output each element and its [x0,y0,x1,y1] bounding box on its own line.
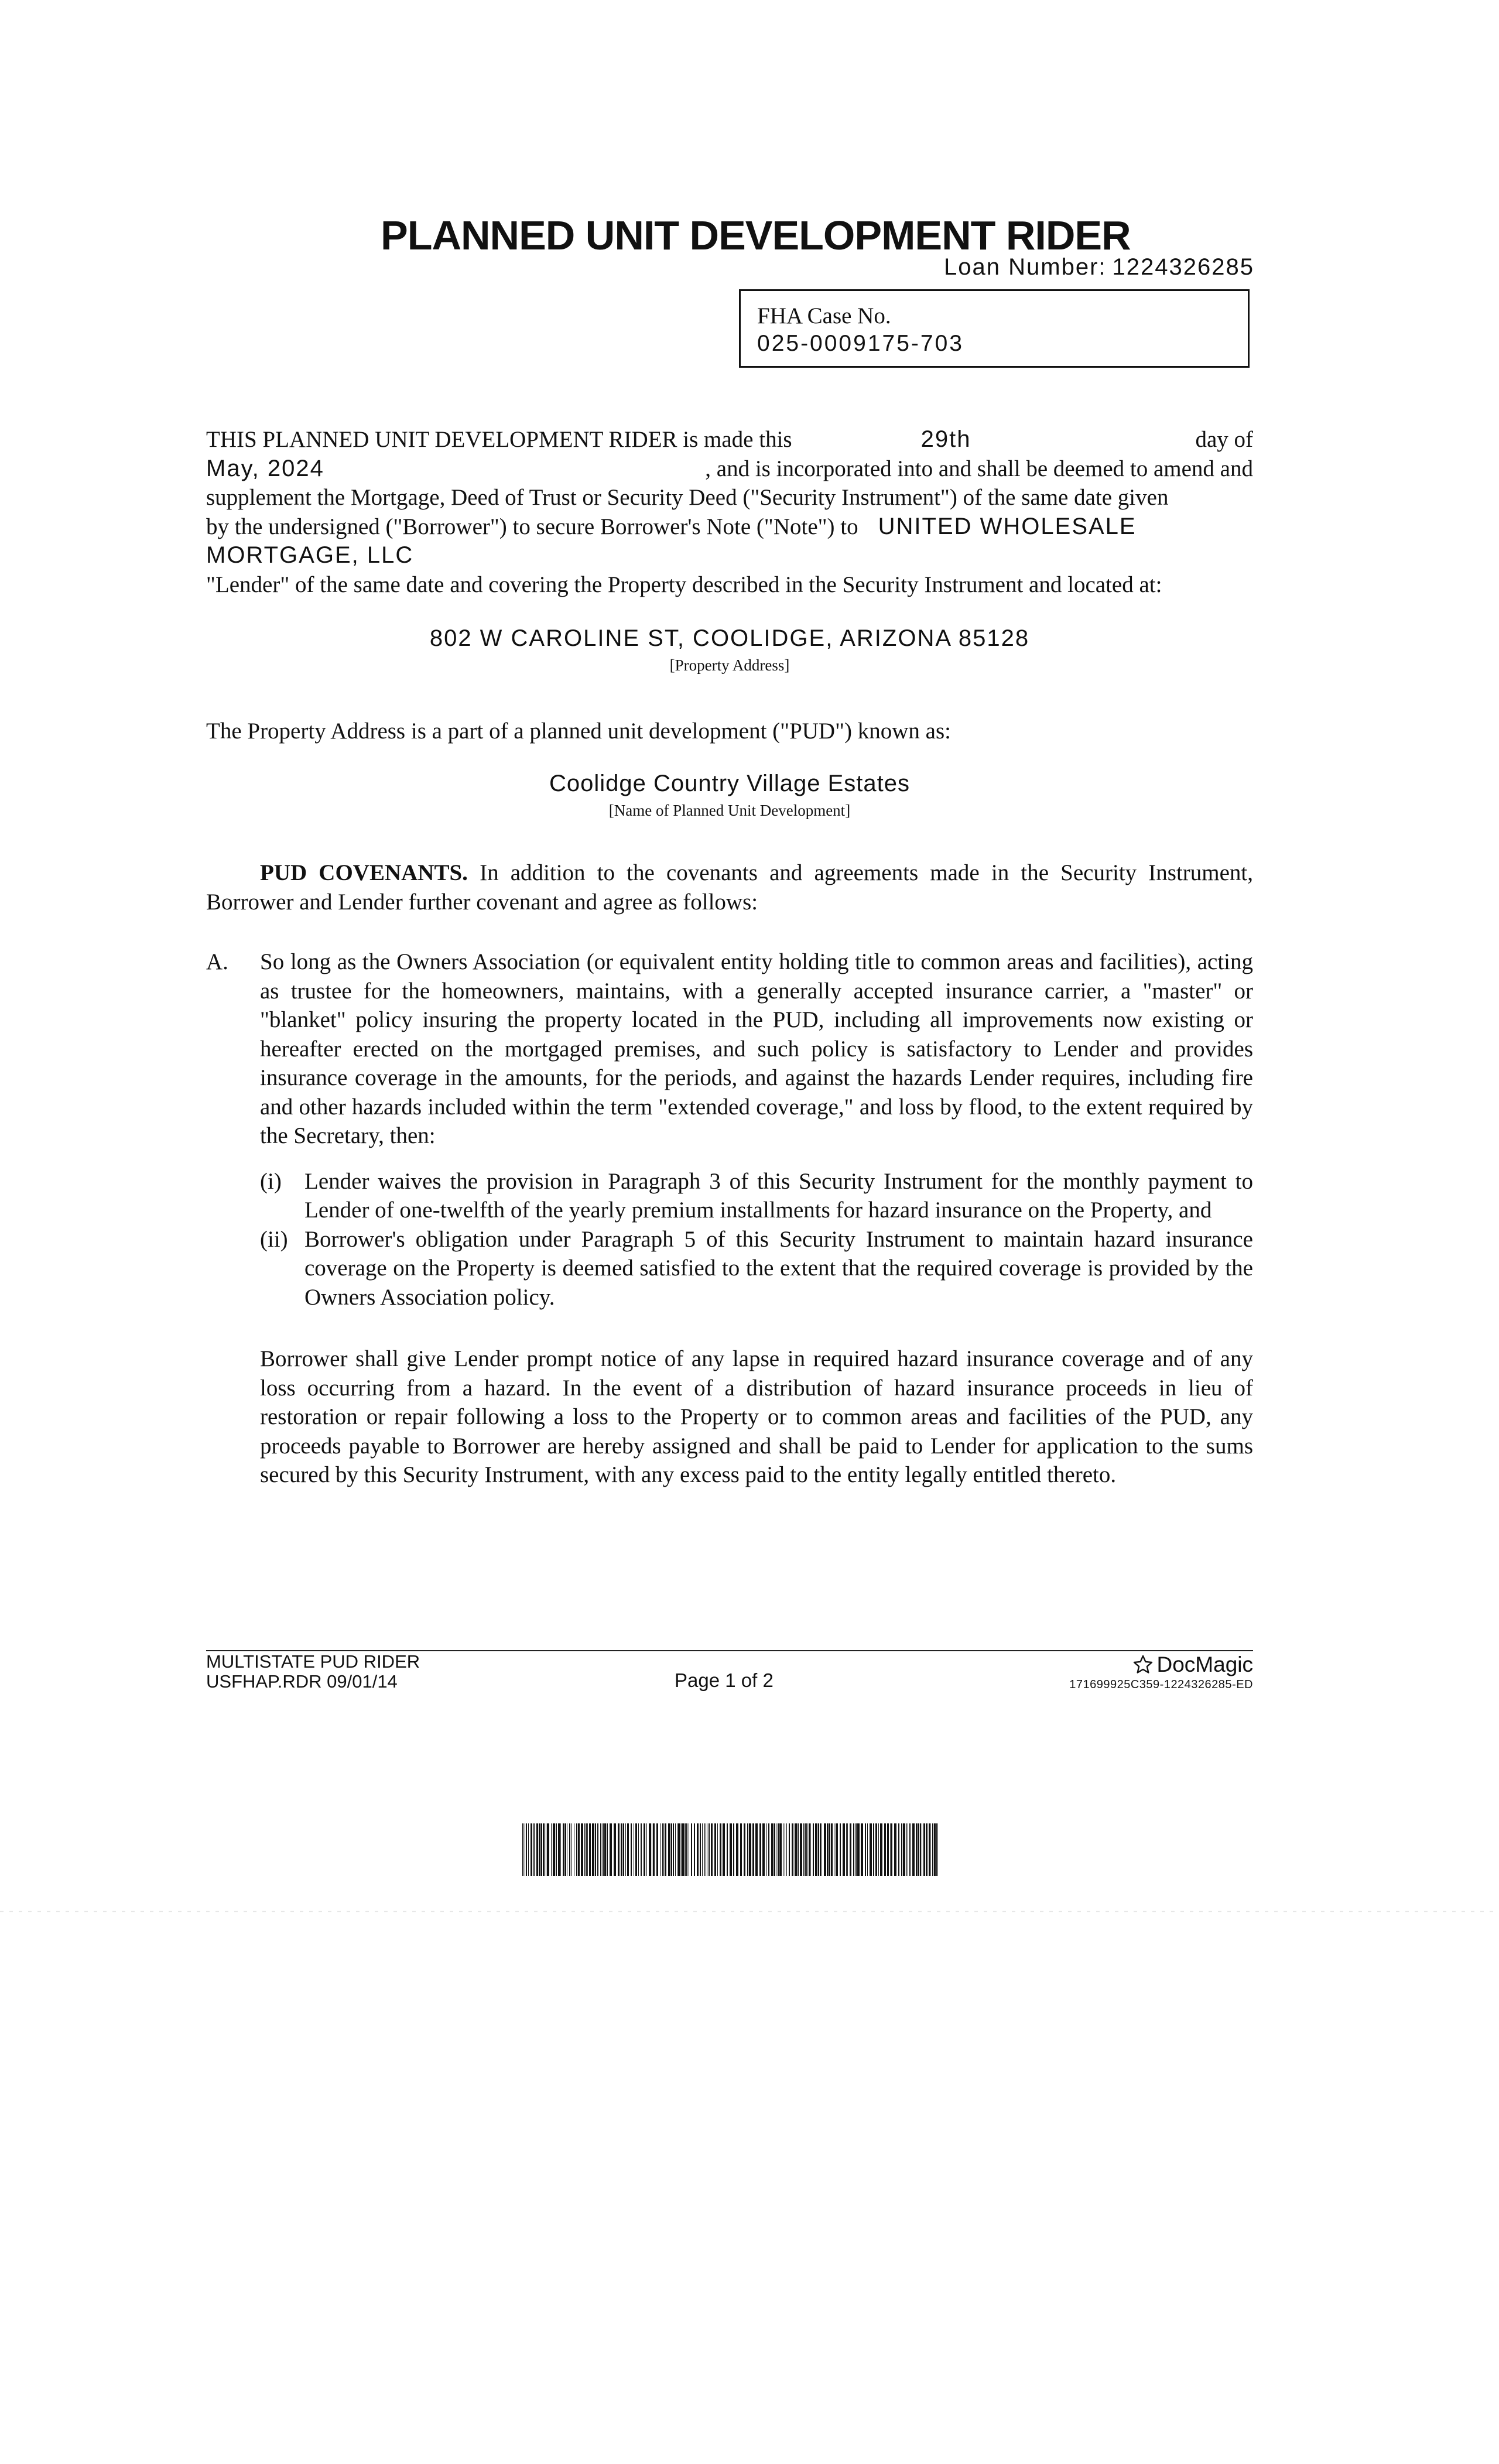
sub-item-i-marker: (i) [260,1168,282,1194]
barcode-bar [697,1823,699,1876]
barcode-bar [759,1823,761,1876]
barcode-bar [604,1823,606,1876]
barcode-bar [711,1823,713,1876]
barcode-bar [803,1823,804,1876]
barcode-bar [727,1823,728,1876]
covenants-intro-paragraph [206,858,1253,916]
barcode-bar [671,1823,672,1876]
fha-case-box [739,289,1250,368]
barcode-bar [836,1823,838,1876]
barcode-bar [815,1823,817,1876]
intro-line-4-text: by the undersigned ("Borrower") to secure Borrower's Note ("Note") to [206,514,858,539]
barcode-bar [665,1823,666,1876]
loan-number-label: Loan Number: [944,254,1107,280]
barcode-bar [584,1823,585,1876]
barcode-bar [646,1823,647,1876]
barcode-bar [798,1823,799,1876]
barcode-bar [824,1823,826,1876]
barcode-bar [884,1823,886,1876]
covenants-intro: In addition to the covenants and agreements made in the Security Instrument, Borrower and Lender further covenant and agree as follows: [206,860,1253,915]
barcode-bar [581,1823,583,1876]
barcode-bar [694,1823,695,1876]
lender-name-part-1: UNITED WHOLESALE [878,513,1137,539]
barcode-bar [595,1823,596,1876]
sub-item-ii-text: Borrower's obligation under Paragraph 5 of this Security Instrument to maintain hazard insurance coverage on the Property is deemed satisfied to the extent that the required coverage is provided by the Owners Association policy. [304,1226,1253,1310]
barcode-bar [702,1823,703,1876]
barcode-bar [800,1823,802,1876]
item-a-text: So long as the Owners Association (or equivalent entity holding title to common areas and facilities), acting as trustee for the homeowners, maintains, with a generally accepted insurance carrier, a "master" or "blanket" policy insuring the property located in the PUD, including all improvements now existing or hereafter erected on the mortgaged premises, and such policy is satisfactory to Lender and provides insurance coverage in the amounts, for the periods, and against the hazards Lender requires, including fire and other hazards included within the term "extended coverage," and loss by flood, to the extent required by the Secretary, then: [260,949,1253,1148]
rider-month-year: May, 2024 [206,455,324,481]
barcode-bar [867,1823,868,1876]
barcode-bar [564,1823,566,1876]
barcode-bar [809,1823,810,1876]
footer-brand-block [1069,1652,1253,1692]
barcode-bar [714,1823,716,1876]
barcode-bar [937,1823,938,1876]
barcode-bar [755,1823,758,1876]
barcode-bar [723,1823,725,1876]
loan-number-line [944,254,1254,280]
barcode-bar [709,1823,710,1876]
barcode-bar [623,1823,624,1876]
covenant-item-a [206,947,1253,1490]
barcode-bar [673,1823,674,1876]
sub-item-ii-marker: (ii) [260,1226,288,1252]
barcode-bar [578,1823,580,1876]
barcode-bar [778,1823,779,1876]
barcode-bar [589,1823,591,1876]
barcode-bar [853,1823,854,1876]
barcode-bar [936,1823,937,1876]
barcode-bar [855,1823,857,1876]
barcode-bar [627,1823,629,1876]
barcode-bar [880,1823,882,1876]
barcode-bar [870,1823,872,1876]
barcode-bar [916,1823,918,1876]
barcode-bar [644,1823,645,1876]
intro-paragraph [206,425,1253,599]
barcode-bar [649,1823,651,1876]
barcode-bar [918,1823,919,1876]
covenants-heading: PUD COVENANTS. [260,860,468,885]
loan-number-value: 1224326285 [1112,254,1254,280]
barcode-bar [795,1823,797,1876]
barcode-bar [531,1823,532,1876]
barcode-bar [850,1823,851,1876]
barcode-bar [906,1823,907,1876]
pud-name: Coolidge Country Village Estates [549,771,911,796]
document-barcode [522,1823,938,1876]
barcode-bar [789,1823,790,1876]
barcode-bar [810,1823,811,1876]
property-address-block [206,625,1253,675]
barcode-bar [766,1823,767,1876]
sub-item-i-text: Lender waives the provision in Paragraph 3 of this Security Instrument for the monthly payment to Lender of one-twelfth of the yearly premium installments for hazard insurance on the Property, and [304,1168,1253,1223]
barcode-bar [704,1823,705,1876]
barcode-bar [774,1823,775,1876]
barcode-bar [909,1823,911,1876]
scan-artifact-line [0,1911,1499,1912]
barcode-bar [887,1823,889,1876]
property-address-caption: [Property Address] [669,656,790,674]
intro-line-3: supplement the Mortgage, Deed of Trust or Security Deed ("Security Instrument") of the same date given [206,485,1169,510]
barcode-bar [736,1823,738,1876]
barcode-bar [600,1823,601,1876]
barcode-bar [749,1823,751,1876]
barcode-bar [635,1823,637,1876]
footer-form-code: USFHAP.RDR 09/01/14 [206,1671,398,1692]
fha-case-number: 025-0009175-703 [757,331,964,356]
barcode-bar [752,1823,754,1876]
barcode-bar [522,1823,523,1876]
barcode-bar [610,1823,612,1876]
barcode-bar [691,1823,692,1876]
barcode-bar [912,1823,915,1876]
intro-line-1-text: THIS PLANNED UNIT DEVELOPMENT RIDER is made this [206,427,792,452]
barcode-bar [526,1823,527,1876]
docmagic-brand [1069,1652,1253,1677]
barcode-bar [682,1823,684,1876]
sub-item-i [260,1167,1253,1225]
barcode-bar [930,1823,931,1876]
barcode-bar [592,1823,594,1876]
barcode-bar [528,1823,529,1876]
barcode-bar [663,1823,664,1876]
star-icon [1132,1654,1154,1675]
barcode-bar [618,1823,620,1876]
pud-intro: The Property Address is a part of a planned unit development ("PUD") known as: [206,718,951,744]
barcode-bar [923,1823,925,1876]
barcode-bar [717,1823,718,1876]
barcode-bar [656,1823,658,1876]
barcode-bar [875,1823,877,1876]
barcode-bar [681,1823,682,1876]
barcode-bar [607,1823,608,1876]
barcode-bar [786,1823,787,1876]
sub-item-ii [260,1225,1253,1312]
barcode-bar [685,1823,686,1876]
intro-line-1 [206,425,1253,454]
barcode-bar [846,1823,847,1876]
barcode-bar [571,1823,572,1876]
barcode-bar [831,1823,833,1876]
barcode-bar [730,1823,732,1876]
barcode-bar [547,1823,549,1876]
barcode-bar [818,1823,819,1876]
barcode-bar [903,1823,905,1876]
lender-name-part-2: MORTGAGE, LLC [206,542,414,568]
footer-doc-code: 171699925C359-1224326285-ED [1069,1678,1253,1691]
footer-form-info [206,1652,420,1692]
barcode-bar [638,1823,639,1876]
barcode-bar [932,1823,933,1876]
barcode-bar [779,1823,782,1876]
intro-line-2 [206,454,1253,484]
barcode-bar [700,1823,701,1876]
barcode-bar [675,1823,676,1876]
barcode-bar [929,1823,930,1876]
footer-page-number: Page 1 of 2 [675,1669,774,1691]
barcode-bar [533,1823,535,1876]
barcode-bar [878,1823,879,1876]
barcode-bar [762,1823,765,1876]
barcode-bar [551,1823,552,1876]
barcode-bar [569,1823,570,1876]
intro-line-4 [206,512,1253,542]
barcode-bar [740,1823,742,1876]
barcode-bar [586,1823,587,1876]
barcode-bar [820,1823,821,1876]
barcode-bar [827,1823,829,1876]
barcode-bar [543,1823,545,1876]
barcode-bar [857,1823,860,1876]
barcode-bar [901,1823,902,1876]
barcode-bar [792,1823,793,1876]
barcode-bar [678,1823,680,1876]
barcode-bar [843,1823,845,1876]
footer-form-name: MULTISTATE PUD RIDER [206,1651,420,1672]
pud-name-block [206,771,1253,820]
barcode-bar [653,1823,655,1876]
fha-case-label: FHA Case No. [757,303,891,328]
barcode-bar [861,1823,863,1876]
barcode-bar [806,1823,807,1876]
barcode-bar [894,1823,896,1876]
barcode-bar [733,1823,734,1876]
barcode-bar [556,1823,557,1876]
barcode-bar [560,1823,561,1876]
barcode-bar [603,1823,604,1876]
barcode-bar [934,1823,936,1876]
pud-name-caption: [Name of Planned Unit Development] [608,802,851,819]
barcode-bar [873,1823,874,1876]
barcode-bar [840,1823,841,1876]
intro-line-6: "Lender" of the same date and covering the Property described in the Security Instrument and located at: [206,571,1162,597]
item-a-marker: A. [206,949,228,974]
barcode-bar [576,1823,577,1876]
barcode-bar [744,1823,745,1876]
barcode-bar [747,1823,748,1876]
barcode-bar [631,1823,632,1876]
barcode-bar [926,1823,928,1876]
property-address: 802 W CAROLINE ST, COOLIDGE, ARIZONA 85128 [429,625,1030,651]
barcode-bar [805,1823,806,1876]
barcode-bar [553,1823,555,1876]
barcode-bar [539,1823,540,1876]
rider-day: 29th [920,426,971,452]
barcode-bar [920,1823,921,1876]
barcode-bar [597,1823,598,1876]
barcode-bar [540,1823,542,1876]
docmagic-label: DocMagic [1156,1652,1253,1676]
barcode-bar [768,1823,769,1876]
barcode-bar [686,1823,687,1876]
barcode-bar [890,1823,891,1876]
barcode-bar [558,1823,560,1876]
barcode-bar [847,1823,848,1876]
barcode-bar [813,1823,814,1876]
closing-paragraph: Borrower shall give Lender prompt notice of any lapse in required hazard insurance coverage and of any loss occurring from a hazard. In the event of a distribution of hazard insurance proceeds in lieu of restoration or repair following a loss to the Property or to common areas and facilities of the PUD, any proceeds payable to Borrower are hereby assigned and shall be paid to Lender for application to the sums secured by this Security Instrument, with any excess paid to the entity legally entitled thereto. [260,1346,1253,1487]
day-of-text: day of [1195,427,1253,452]
barcode-bar [662,1823,663,1876]
barcode-bar [898,1823,899,1876]
barcode-bar [829,1823,830,1876]
barcode-bar [891,1823,892,1876]
barcode-bar [587,1823,588,1876]
barcode-bar [614,1823,616,1876]
intro-line-2-text: , and is incorporated into and shall be deemed to amend and [705,456,1253,481]
barcode-bar [625,1823,626,1876]
barcode-bar [720,1823,721,1876]
barcode-bar [641,1823,642,1876]
item-a-body [260,947,1253,1490]
barcode-bar [668,1823,670,1876]
barcode-bar [865,1823,866,1876]
barcode-bar [771,1823,773,1876]
barcode-bar [621,1823,622,1876]
document-title: PLANNED UNIT DEVELOPMENT RIDER [381,213,1131,258]
barcode-bar [563,1823,564,1876]
barcode-bar [536,1823,538,1876]
